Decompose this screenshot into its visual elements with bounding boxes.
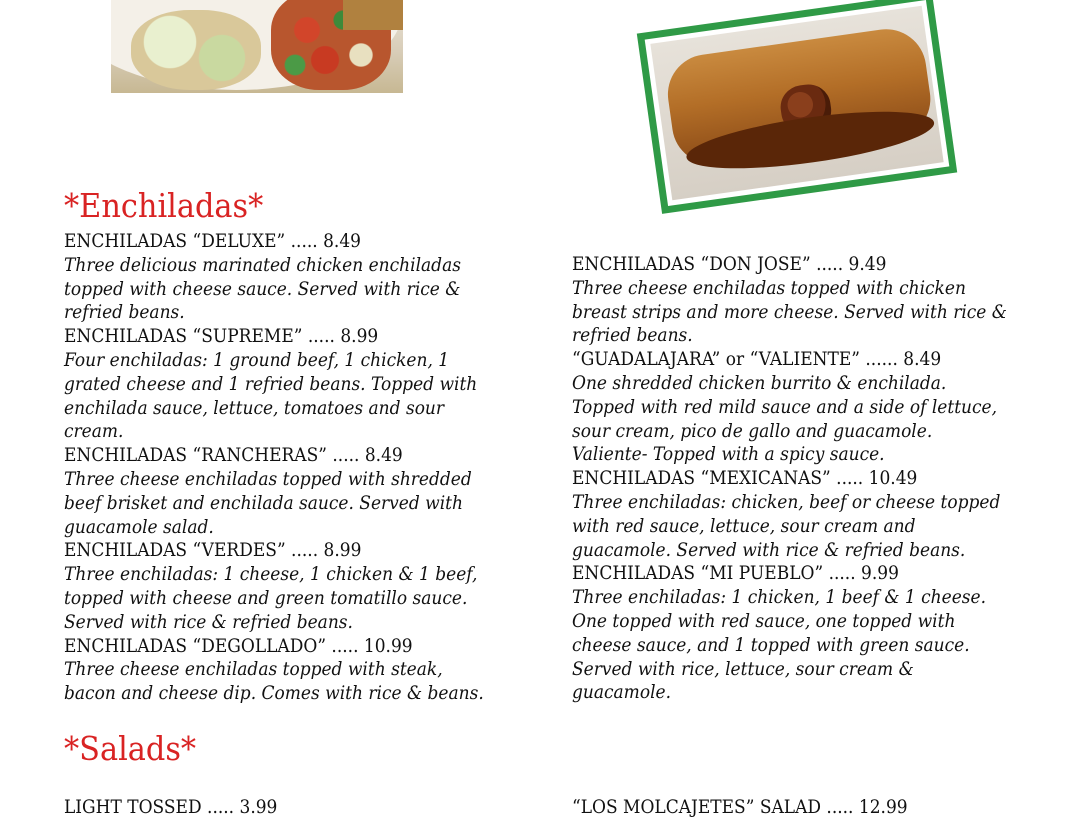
menu-item-desc-line: cream. [64,421,124,443]
food-photo-right [637,0,957,214]
menu-item [64,444,534,539]
menu-item-desc-line: guacamole salad. [64,516,214,538]
menu-item-desc-line: enchilada sauce, lettuce, tomatoes and sour [64,397,445,419]
menu-item-name: ENCHILADAS “VERDES” ..... 8.99 [64,540,362,562]
menu-item-name: ENCHILADAS “RANCHERAS” ..... 8.49 [64,445,403,467]
menu-item-desc-line: Three enchiladas: 1 chicken, 1 beef & 1 cheese. [572,587,987,609]
menu-item-name: ENCHILADAS “DON JOSE” ..... 9.49 [572,254,887,275]
menu-item-desc-line: topped with cheese sauce. Served with rice & [64,278,461,300]
menu-item [64,230,534,325]
menu-item-desc-line: guacamole. Served with rice & refried beans. [572,539,966,561]
menu-item-desc-line: Valiente- Topped with a spicy sauce. [572,444,885,466]
menu-item-name: ENCHILADAS “SUPREME” ..... 8.99 [64,326,379,348]
menu-item [64,325,534,444]
menu-item-desc-line: refried beans. [572,325,693,347]
menu-item-desc-line: One topped with red sauce, one topped with [572,610,956,632]
menu-item-name: ENCHILADAS “MI PUEBLO” ..... 9.99 [572,563,899,585]
menu-item-desc-line: Three enchiladas: 1 cheese, 1 chicken & 1 beef, [64,564,478,586]
menu-item-desc-line: Topped with red mild sauce and a side of lettuce, [572,396,998,418]
menu-item-desc-line: Three cheese enchiladas topped with steak, [64,659,443,681]
menu-item-desc-line: Three cheese enchiladas topped with chicken [572,277,966,299]
menu-item [64,539,534,634]
salads-section-title: *Salads* [64,729,197,768]
enchiladas-right-column [572,253,1042,705]
menu-item [572,467,1042,562]
enchiladas-section-title: *Enchiladas* [64,186,264,225]
menu-item-desc-line: Served with rice & refried beans. [64,611,353,633]
menu-item-desc-line: Three enchiladas: chicken, beef or cheese topped [572,491,1001,513]
enchiladas-left-column [64,230,534,706]
salad-item-name: LIGHT TOSSED ..... 3.99 [64,797,278,818]
menu-item-desc-line: with red sauce, lettuce, sour cream and [572,515,916,537]
menu-item-name: ENCHILADAS “DELUXE” ..... 8.49 [64,231,362,252]
food-photo-left [111,0,403,93]
menu-item-desc-line: Three cheese enchiladas topped with shredded [64,468,472,490]
menu-item-desc-line: Three delicious marinated chicken enchiladas [64,254,461,276]
menu-item-desc-line: breast strips and more cheese. Served with rice & [572,301,1007,323]
menu-item-desc-line: cheese sauce, and 1 topped with green sauce. [572,634,970,656]
menu-item-desc-line: guacamole. [572,682,672,704]
menu-item-desc-line: grated cheese and 1 refried beans. Topped with [64,373,478,395]
menu-item-name: ENCHILADAS “DEGOLLADO” ..... 10.99 [64,635,413,657]
menu-item-desc-line: topped with cheese and green tomatillo sauce. [64,587,468,609]
menu-item [572,253,1042,348]
menu-item-desc-line: Served with rice, lettuce, sour cream & [572,658,914,680]
menu-item [64,635,534,706]
menu-item-desc-line: One shredded chicken burrito & enchilada. [572,372,947,394]
menu-item-name: ENCHILADAS “MEXICANAS” ..... 10.49 [572,468,918,490]
menu-item-desc-line: beef brisket and enchilada sauce. Served with [64,492,463,514]
menu-item-desc-line: bacon and cheese dip. Comes with rice & beans. [64,683,484,705]
menu-item-desc-line: refried beans. [64,302,185,324]
salad-item-name: “LOS MOLCAJETES” SALAD ..... 12.99 [572,797,908,818]
menu-item [572,348,1042,467]
menu-item-name: “GUADALAJARA” or “VALIENTE” ...... 8.49 [572,349,942,371]
menu-item-desc-line: Four enchiladas: 1 ground beef, 1 chicken, 1 [64,349,450,371]
menu-item [572,562,1042,705]
menu-item-desc-line: sour cream, pico de gallo and guacamole. [572,420,933,442]
